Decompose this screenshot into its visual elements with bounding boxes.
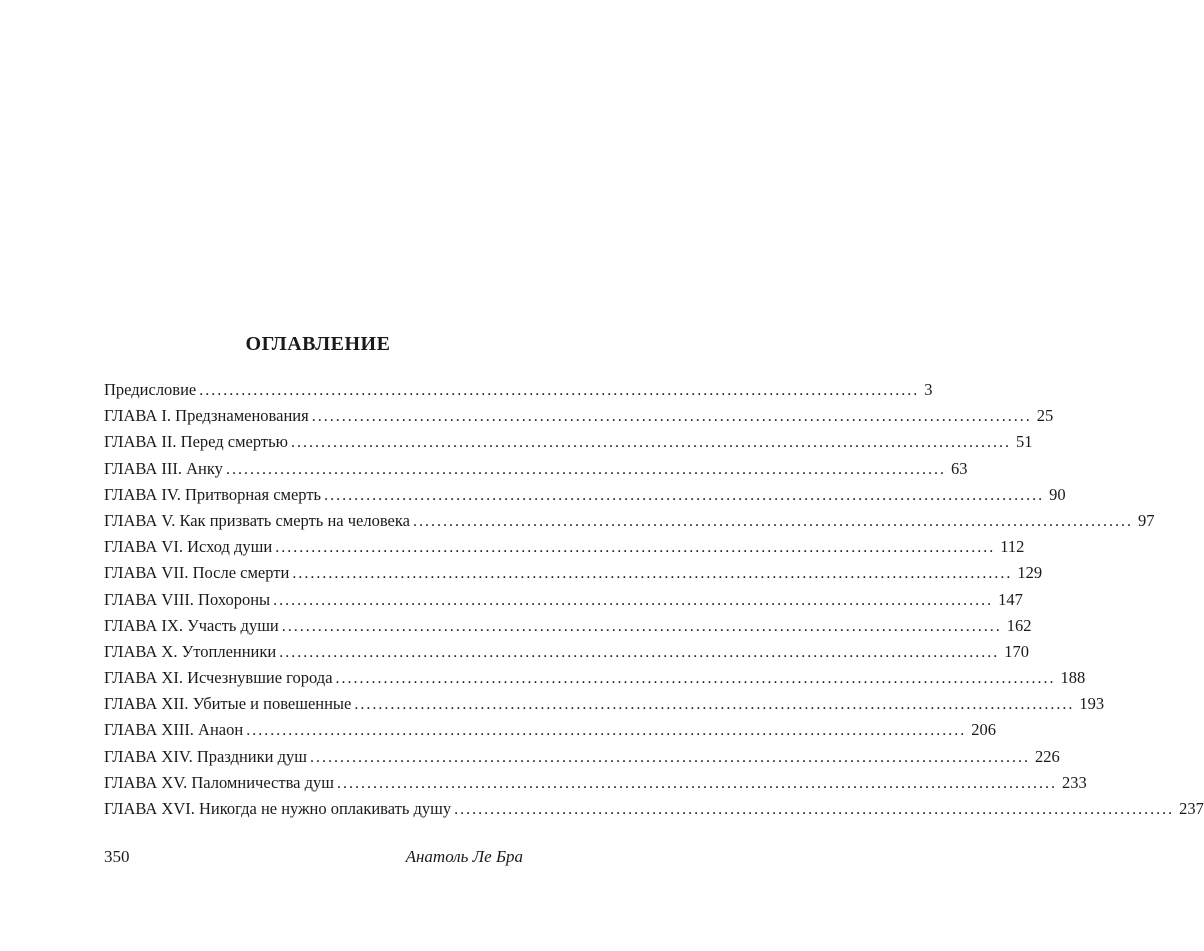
toc-entry-page: 226 — [1034, 746, 1060, 766]
toc-entry-page: 147 — [998, 589, 1023, 609]
dot-leader: ........................................................................................................................ — [279, 643, 1000, 661]
dot-leader: ........................................................................................................................ — [336, 774, 1057, 792]
toc-entry — [104, 770, 1087, 796]
toc-entry-page: 129 — [1017, 563, 1043, 583]
toc-entry-page: 170 — [1004, 641, 1029, 661]
toc-entry-page: 3 — [924, 380, 933, 399]
toc-entry — [104, 796, 1204, 822]
dot-leader: ........................................................................................................................ — [199, 382, 920, 399]
toc-entry — [104, 587, 1023, 613]
dot-leader: ........................................................................................................................ — [335, 670, 1056, 688]
toc-entry-label: ГЛАВА II. Перед смертью — [104, 432, 288, 452]
toc-entry-label: ГЛАВА VI. Исход души — [104, 537, 273, 557]
toc-entry — [104, 508, 1155, 534]
toc-entry-label: ГЛАВА VII. После смерти — [104, 563, 290, 583]
toc-entry-page: 162 — [1006, 615, 1032, 635]
dot-leader: ........................................................................................................................ — [273, 591, 994, 609]
page-footer — [104, 847, 529, 867]
toc-entry-page: 90 — [1049, 484, 1066, 504]
toc-entry-label: ГЛАВА IV. Притворная смерть — [104, 484, 322, 504]
toc-entry-page: 51 — [1015, 432, 1033, 452]
toc-entry — [104, 534, 1025, 560]
toc-entry-label: ГЛАВА XI. Исчезнувшие города — [104, 668, 333, 688]
toc-entry-page: 233 — [1061, 772, 1087, 792]
toc-entry-label: ГЛАВА XVI. Никогда не нужно оплакивать душу — [104, 799, 452, 818]
dot-leader: ........................................................................................................................ — [290, 434, 1011, 452]
toc-entry — [104, 717, 996, 743]
page-title: ОГЛАВЛЕНИЕ — [245, 333, 391, 355]
toc-entry — [104, 639, 1029, 665]
toc-entry-label: ГЛАВА XIII. Анаон — [104, 720, 244, 740]
running-author: Анатоль Ле Бра — [405, 847, 523, 866]
toc-entry — [104, 560, 1043, 586]
toc-entry-page: 206 — [971, 720, 996, 740]
toc-entry-label: ГЛАВА VIII. Похороны — [104, 589, 271, 609]
toc-entry-label: ГЛАВА XII. Убитые и повешенные — [104, 694, 352, 714]
dot-leader: ........................................................................................................................ — [311, 408, 1032, 426]
dot-leader: ........................................................................................................................ — [246, 722, 967, 740]
page-number: 350 — [104, 847, 130, 866]
dot-leader: ........................................................................................................................ — [324, 486, 1045, 504]
toc-entry — [104, 429, 1033, 455]
toc-entry-page: 112 — [1000, 537, 1025, 557]
dot-leader: ........................................................................................................................ — [275, 539, 996, 557]
dot-leader: ........................................................................................................................ — [225, 460, 946, 478]
toc-entry-label: ГЛАВА I. Предзнаменования — [104, 406, 309, 426]
dot-leader: ........................................................................................................................ — [454, 801, 1175, 818]
toc-entry — [104, 665, 1086, 691]
dot-leader: ........................................................................................................................ — [281, 617, 1002, 635]
toc-entry — [104, 377, 933, 403]
toc-entry-page: 63 — [950, 458, 968, 478]
toc-entry-page: 188 — [1060, 668, 1086, 688]
toc-entry — [104, 403, 1054, 429]
table-of-contents — [104, 377, 1204, 822]
dot-leader: ........................................................................................................................ — [292, 565, 1013, 583]
toc-entry — [104, 613, 1032, 639]
toc-entry-page: 193 — [1079, 694, 1105, 714]
toc-entry — [104, 691, 1105, 717]
toc-entry — [104, 744, 1060, 770]
dot-leader: ........................................................................................................................ — [309, 748, 1030, 766]
toc-entry-page: 25 — [1036, 406, 1054, 426]
toc-entry-label: ГЛАВА XIV. Праздники душ — [104, 746, 307, 766]
toc-entry-label: Предисловие — [104, 380, 197, 399]
toc-entry — [104, 456, 968, 482]
toc-entry-label: ГЛАВА IX. Участь души — [104, 615, 279, 635]
dot-leader: ........................................................................................................................ — [412, 512, 1133, 530]
dot-leader: ........................................................................................................................ — [354, 696, 1075, 714]
toc-entry-label: ГЛАВА X. Утопленники — [104, 641, 277, 661]
toc-entry-label: ГЛАВА XV. Паломничества душ — [104, 772, 334, 792]
toc-entry-page: 97 — [1137, 510, 1155, 530]
toc-entry-label: ГЛАВА III. Анку — [104, 458, 223, 478]
toc-entry — [104, 482, 1066, 508]
toc-entry-page: 237 — [1179, 799, 1204, 818]
toc-entry-label: ГЛАВА V. Как призвать смерть на человека — [104, 510, 410, 530]
